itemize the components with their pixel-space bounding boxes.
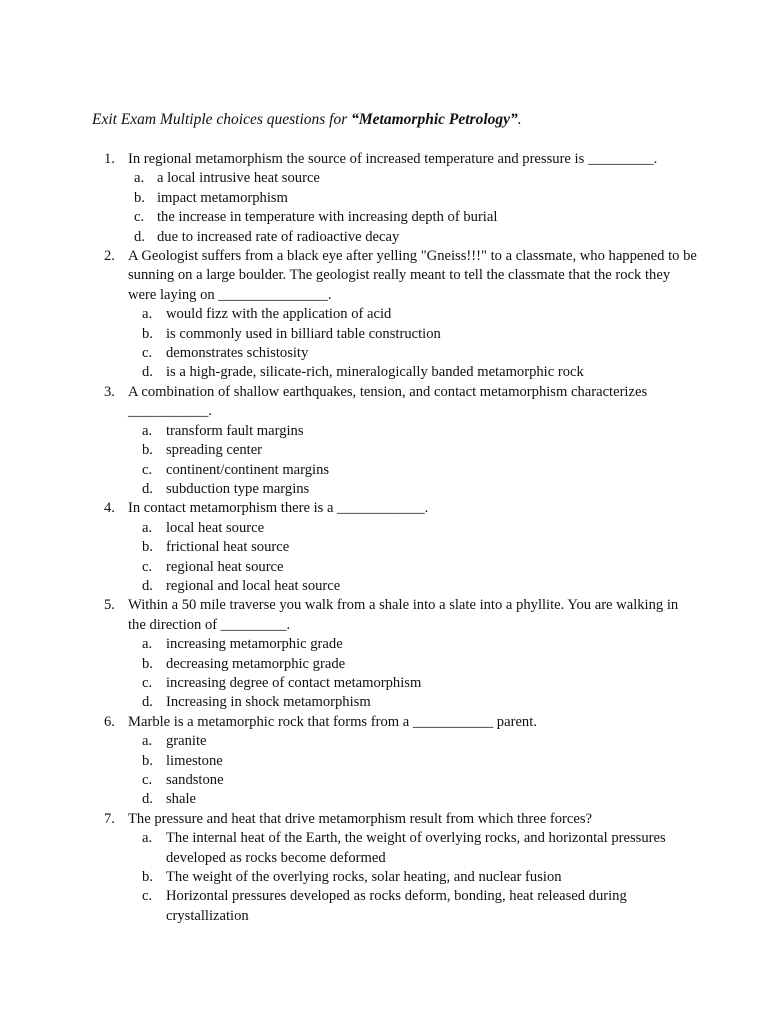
option-letter: c. [142,558,153,575]
question-text: Marble is a metamorphic rock that forms from a ___________ parent. [128,713,537,730]
option-letter: a. [134,170,145,187]
option-list [128,732,698,810]
option-text: increasing degree of contact metamorphism [166,674,422,691]
option-letter: c. [142,345,153,362]
option-a [128,829,698,868]
option-letter: b. [142,325,153,342]
option-text: The internal heat of the Earth, the weight of overlying rocks, and horizontal pressures developed as rocks become deformed [166,830,666,866]
option-text: regional and local heat source [166,577,341,594]
option-letter: d. [142,791,153,808]
option-a [128,732,698,751]
option-list [128,422,698,500]
option-letter: a. [142,636,153,653]
option-text: a local intrusive heat source [157,170,320,187]
option-b [128,189,698,208]
question-text: Within a 50 mile traverse you walk from a shale into a slate into a phyllite. You are walking in the direction of _________. [128,597,679,633]
question-1 [0,150,768,247]
option-letter: b. [142,442,153,459]
option-letter: d. [142,577,153,594]
option-b [128,752,698,771]
option-text: is commonly used in billiard table construction [166,325,441,342]
option-list [128,169,698,247]
option-letter: c. [142,674,153,691]
option-letter: b. [142,869,153,886]
option-letter: d. [142,694,153,711]
option-list [128,635,698,713]
option-text: shale [166,791,196,808]
option-c [128,674,698,693]
option-a [128,422,698,441]
option-text: spreading center [166,442,263,459]
option-d [128,228,698,247]
question-number: 7. [104,810,115,827]
question-3 [0,383,768,499]
question-list [0,150,768,926]
question-7 [0,810,768,926]
option-d [128,693,698,712]
option-text: impact metamorphism [157,189,288,206]
question-6 [0,713,768,810]
option-c [128,344,698,363]
option-text: continent/continent margins [166,461,330,478]
title-emphasis: “Metamorphic Petrology” [351,111,518,128]
option-letter: a. [142,422,153,439]
option-text: Increasing in shock metamorphism [166,694,371,711]
option-letter: c. [142,772,153,788]
option-text: subduction type margins [166,480,310,497]
option-list [128,305,698,383]
option-letter: c. [134,209,145,226]
option-c [128,461,698,480]
option-text: transform fault margins [166,422,304,439]
option-text: limestone [166,752,223,769]
option-text: local heat source [166,519,265,536]
option-d [128,363,698,382]
question-text: In contact metamorphism there is a ____________. [128,500,429,517]
option-list [128,829,698,926]
option-c [128,771,698,790]
option-b [128,655,698,674]
option-a [128,305,698,324]
option-letter: b. [134,189,145,206]
option-letter: b. [142,752,153,769]
option-a [128,635,698,654]
question-text: A Geologist suffers from a black eye after yelling "Gneiss!!!" to a classmate, who happened to be sunning on a large boulder. The geologist really meant to tell the classmate that the rock they were laying on _______________. [128,248,697,303]
option-d [128,480,698,499]
option-text: sandstone [166,772,224,788]
option-text: granite [166,733,207,750]
option-text: demonstrates schistosity [166,345,309,362]
option-a [128,169,698,188]
option-text: The weight of the overlying rocks, solar heating, and nuclear fusion [166,869,562,886]
option-b [128,441,698,460]
option-c [128,558,698,577]
option-c [128,887,698,926]
option-text: the increase in temperature with increasing depth of burial [157,209,498,226]
option-c [128,208,698,227]
option-text: would fizz with the application of acid [166,306,392,323]
option-d [128,577,698,596]
option-list [128,519,698,597]
option-letter: c. [142,888,153,905]
option-letter: c. [142,461,153,478]
option-a [128,519,698,538]
question-text: The pressure and heat that drive metamorphism result from which three forces? [128,810,592,827]
question-number: 6. [104,713,115,730]
option-letter: d. [142,480,153,497]
question-number: 5. [104,597,115,614]
question-number: 2. [104,248,115,265]
title-prefix: Exit Exam Multiple choices questions for [92,111,352,128]
option-letter: b. [142,655,153,672]
option-b [128,325,698,344]
option-letter: d. [134,228,145,245]
option-letter: d. [142,364,153,381]
question-4 [0,499,768,596]
question-number: 3. [104,383,115,400]
option-text: Horizontal pressures developed as rocks deform, bonding, heat released during crystallization [166,888,627,924]
question-5 [0,596,768,712]
question-number: 1. [104,151,115,167]
option-text: frictional heat source [166,539,290,556]
option-b [128,868,698,887]
title-suffix: . [517,111,522,128]
option-text: is a high-grade, silicate-rich, mineralogically banded metamorphic rock [166,364,584,381]
option-letter: b. [142,539,153,556]
option-text: due to increased rate of radioactive decay [157,228,400,245]
option-letter: a. [142,733,153,750]
document-title [92,111,522,129]
option-letter: a. [142,519,153,536]
option-text: regional heat source [166,558,284,575]
option-letter: a. [142,830,153,847]
option-b [128,538,698,557]
option-text: increasing metamorphic grade [166,636,343,653]
question-text: In regional metamorphism the source of increased temperature and pressure is _________. [128,151,658,167]
option-letter: a. [142,306,153,323]
question-number: 4. [104,500,115,517]
question-text: A combination of shallow earthquakes, tension, and contact metamorphism characterizes ___________. [128,383,648,420]
question-2 [0,247,768,383]
option-text: decreasing metamorphic grade [166,655,346,672]
option-d [128,790,698,809]
